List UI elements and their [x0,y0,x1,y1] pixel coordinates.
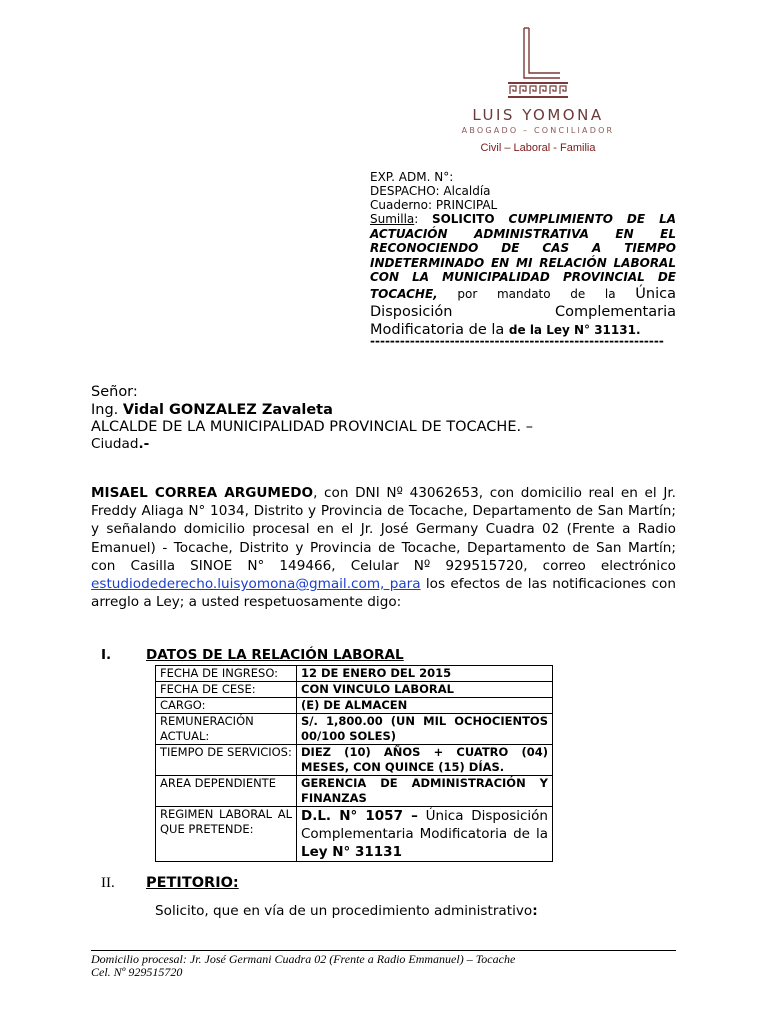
sumilla [370,212,676,339]
section-1-number: I. [101,647,112,663]
table-row [156,666,553,682]
logo-emblem-icon [502,24,574,104]
sumilla-main: CUMPLIMIENTO DE LA ACTUACIÓN ADMINISTRATIVA EN EL RECONOCIENDO DE CAS A TIEMPO INDETERMINADO EN MI RELACIÓN LABORAL CON LA MUNICIPALIDAD PROVINCIAL DE TOCACHE, [370,212,676,301]
addressee-position: ALCALDE DE LA MUNICIPALIDAD PROVINCIAL DE TOCACHE. – [91,419,533,435]
table-row [156,682,553,698]
divider-dashes: ----------------------------------------------------------- [370,334,664,348]
despacho: DESPACHO: Alcaldía [370,184,491,198]
table-key: TIEMPO DE SERVICIOS: [156,745,297,776]
table-value: DIEZ (10) AÑOS + CUATRO (04) MESES, CON QUINCE (15) DÍAS. [297,745,553,776]
table-value: 12 DE ENERO DEL 2015 [297,666,553,682]
exp-number: EXP. ADM. N°: [370,170,454,184]
intro-text-2: los efectos de las notificaciones con arreglo a Ley; a usted respetuosamente digo: [91,576,676,611]
section-2-number: II. [101,875,115,891]
logo-subtitle: ABOGADO – CONCILIADOR [461,126,615,135]
table-row [156,698,553,714]
salutation: Señor: [91,384,138,400]
cuaderno: Cuaderno: PRINCIPAL [370,198,498,212]
addressee-fullname: Vidal GONZALEZ Zavaleta [122,402,333,418]
regimen-ley: Ley N° 31131 [301,844,402,860]
regimen-text: Única Disposición Complementaria Modificatoria de la [301,808,548,842]
table-row [156,745,553,776]
city-end: .- [138,436,150,452]
petitioner-name: MISAEL CORREA ARGUMEDO [91,485,314,501]
regimen-dl: D.L. N° 1057 – [301,808,418,824]
footer-address: Domicilio procesal: Jr. José Germani Cuadra 02 (Frente a Radio Emmanuel) – Tocache [91,952,516,966]
table-key: FECHA DE CESE: [156,682,297,698]
sumilla-solicito: SOLICITO [431,212,509,226]
addressee-title: Ing. [91,402,123,418]
table-value: (E) DE ALMACEN [297,698,553,714]
table-key: REMUNERACIÓN ACTUAL: [156,714,297,745]
sumilla-mandato: por mandato de la [437,286,636,301]
employment-data-table [155,665,553,862]
table-row [156,807,553,862]
section-2-title: PETITORIO: [146,875,239,891]
table-key: AREA DEPENDIENTE [156,776,297,807]
table-value: CON VINCULO LABORAL [297,682,553,698]
table-value: S/. 1,800.00 (UN MIL OCHOCIENTOS 00/100 SOLES) [297,714,553,745]
table-key: CARGO: [156,698,297,714]
table-key: FECHA DE INGRESO: [156,666,297,682]
email-link[interactable]: estudiodederecho.luisyomona@gmail.com, para [91,576,421,593]
sumilla-ley: de la Ley N° 31131. [508,322,641,337]
sumilla-colon: : [414,212,432,226]
law-firm-logo [440,18,636,154]
intro-text-1: , con DNI Nº 43062653, con domicilio real en el Jr. Freddy Aliaga N° 1034, Distrito y Provincia de Tocache, Departamento de San Martín; y señalando domicilio procesal en el Jr. José Germany Cuadra 02 (Frente a Radio Emanuel) - Tocache, Distrito y Provincia de Tocache, Departamento de San Martín; con Casilla SINOE N° 149466, Celular Nº 929515720, correo electrónico [91,485,677,574]
addressee-city [91,436,149,453]
footer-phone: Cel. Nº 929515720 [91,965,183,979]
table-key: REGIMEN LABORAL AL QUE PRETENDE: [156,807,297,862]
section-1-title: DATOS DE LA RELACIÓN LABORAL [146,647,404,663]
sumilla-disposicion: Única Disposición Complementaria Modificatoria de la [370,285,676,338]
petitorio-text [155,903,538,919]
table-value: GERENCIA DE ADMINISTRACIÓN Y FINANZAS [297,776,553,807]
table-row [156,714,553,745]
table-value [297,807,553,862]
addressee-name [91,402,333,419]
city-label: Ciudad [91,436,139,452]
sumilla-label: Sumilla [370,212,415,226]
logo-tagline: Civil – Laboral - Familia [480,142,596,154]
petitorio-sentence: Solicito, que en vía de un procedimiento administrativo [155,903,533,919]
petitorio-colon: : [532,903,538,919]
logo-name: LUIS YOMONA [472,106,604,124]
footer-divider [91,950,676,951]
intro-paragraph [91,484,676,611]
table-row [156,776,553,807]
